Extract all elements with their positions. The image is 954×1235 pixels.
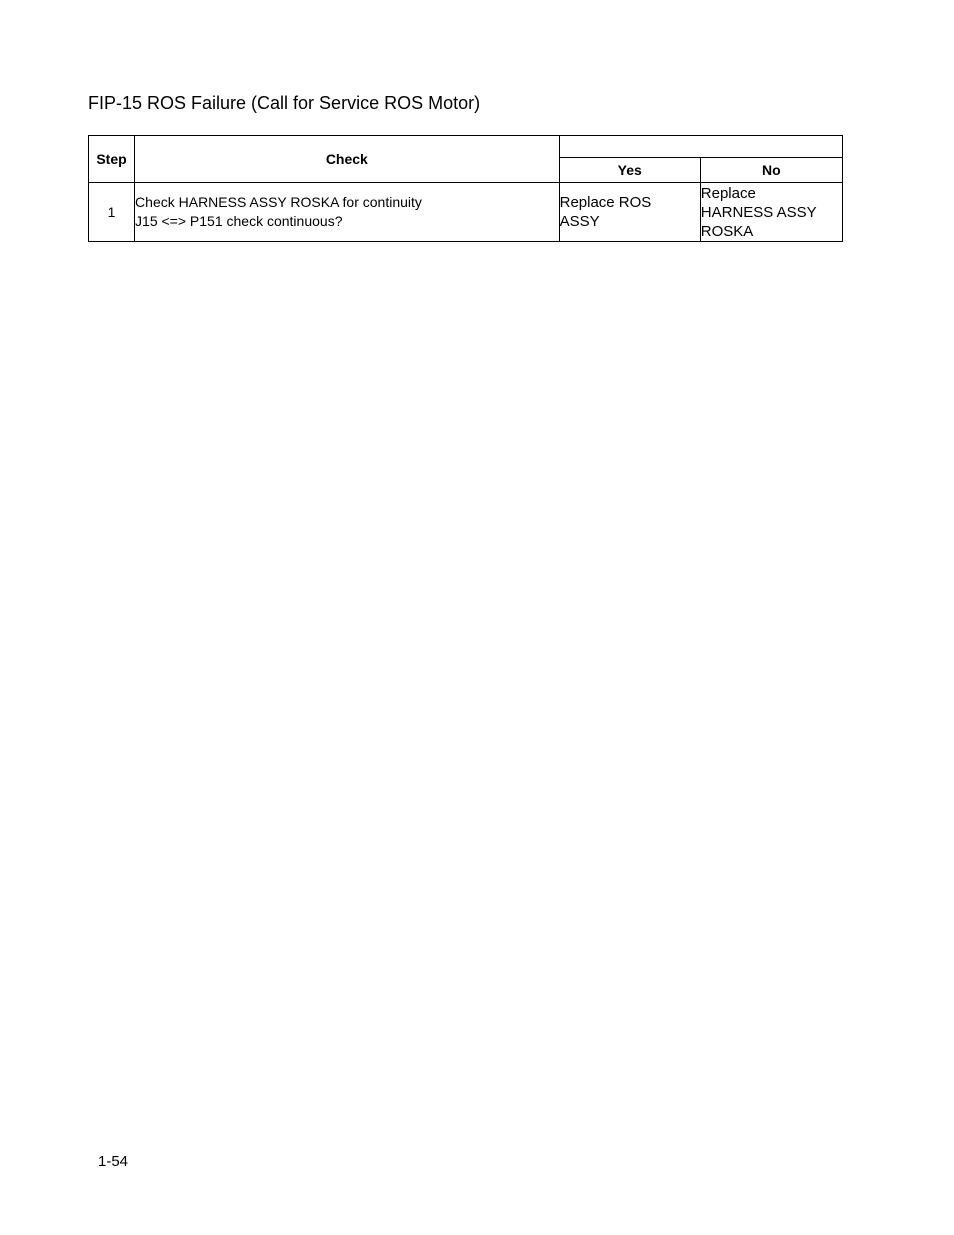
header-result-group (559, 136, 842, 158)
table-row (89, 183, 843, 242)
check-line: Check HARNESS ASSY ROSKA for continuity (135, 194, 422, 210)
check-cell (135, 183, 560, 242)
no-line: ROSKA (700, 222, 754, 240)
page-title: FIP-15 ROS Failure (Call for Service ROS Motor) (88, 93, 481, 113)
header-step: Step (89, 136, 135, 183)
yes-line: ASSY (559, 213, 600, 230)
fip-table (88, 135, 843, 242)
check-line: J15 <=> P151 check continuous? (135, 213, 343, 229)
yes-cell (559, 183, 700, 242)
no-line: HARNESS ASSY (700, 203, 817, 221)
header-yes: Yes (559, 158, 700, 183)
no-line: Replace (700, 184, 756, 202)
header-no: No (700, 158, 842, 183)
no-cell (700, 183, 842, 242)
yes-line: Replace ROS (559, 194, 652, 211)
step-cell: 1 (89, 183, 135, 242)
header-check: Check (135, 136, 560, 183)
page-number: 1-54 (98, 1153, 129, 1170)
